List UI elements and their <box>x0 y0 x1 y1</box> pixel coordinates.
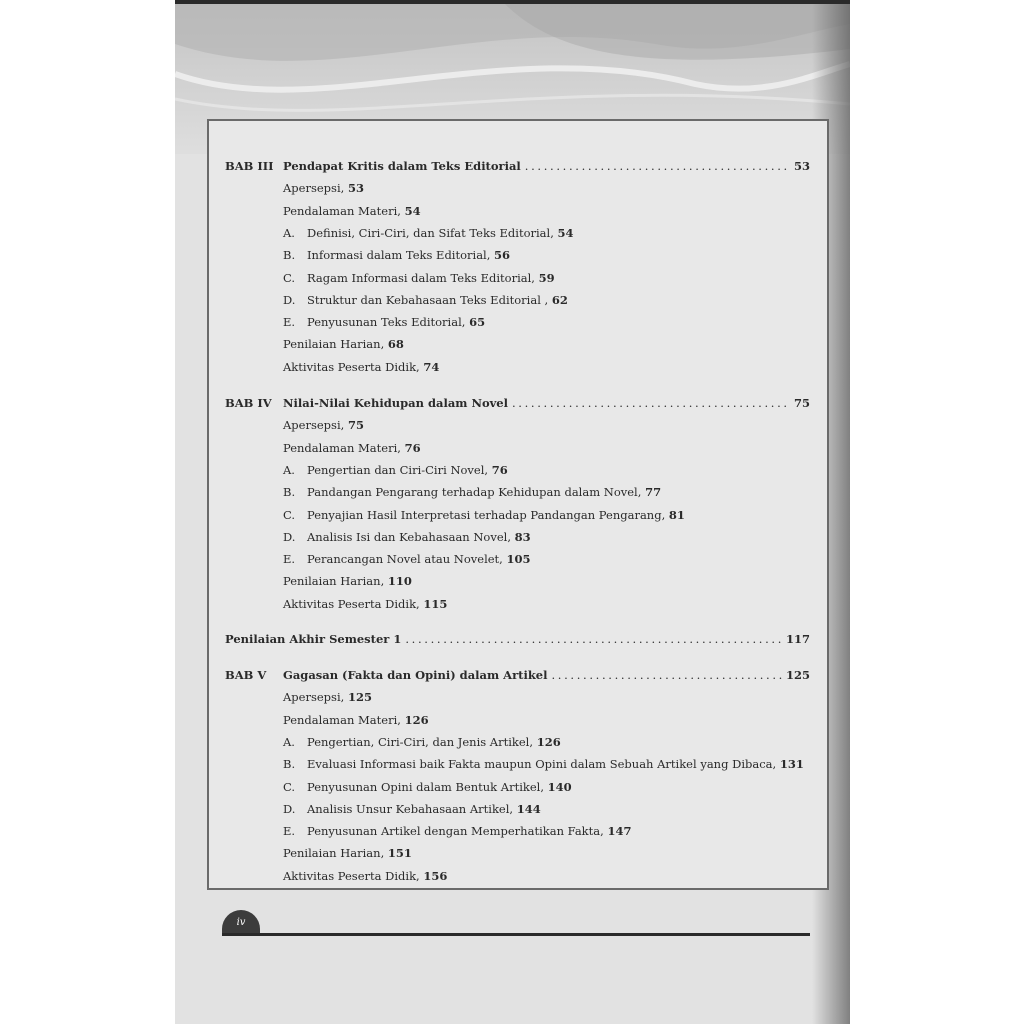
chapter-title-text: Gagasan (Fakta dan Opini) dalam Artikel <box>283 668 548 682</box>
entry-letter: E. <box>283 552 296 567</box>
entry-letter: A. <box>283 462 295 477</box>
dot-leader <box>512 396 790 410</box>
entry-letter: B. <box>283 248 296 263</box>
chapter-title-row <box>283 668 810 682</box>
entry-page-number: 151 <box>387 846 412 861</box>
chapter-title-text: Nilai-Nilai Kehidupan dalam Novel <box>283 396 508 410</box>
entry-text: Evaluasi Informasi baik Fakta maupun Opini dalam Sebuah Artikel yang Dibaca, <box>307 757 777 772</box>
entry-page-number: 75 <box>347 418 364 433</box>
entry-page-number: 147 <box>607 824 632 839</box>
entry-page-number: 125 <box>347 690 372 705</box>
entry-text: Analisis Isi dan Kebahasaan Novel, <box>307 529 511 544</box>
entry-page-number: 56 <box>494 248 511 263</box>
entry-letter: B. <box>283 485 296 500</box>
toc-entry <box>283 690 372 704</box>
entry-page-number: 76 <box>404 440 421 455</box>
entry-letter: E. <box>283 824 296 839</box>
chapter-label: BAB IV <box>225 396 272 410</box>
entry-text: Pengertian dan Ciri-Ciri Novel, <box>307 462 489 477</box>
entry-text: Apersepsi, <box>283 181 345 196</box>
entry-page-number: 81 <box>668 507 685 522</box>
entry-page-number: 115 <box>423 596 448 611</box>
entry-letter: B. <box>283 757 296 772</box>
chapter-label: BAB III <box>225 159 274 173</box>
semester-title: Penilaian Akhir Semester 1 <box>225 632 402 646</box>
entry-page-number: 77 <box>645 485 662 500</box>
entry-page-number: 76 <box>491 462 508 477</box>
entry-page-number: 105 <box>506 552 531 567</box>
toc-entry <box>283 780 572 794</box>
entry-text: Perancangan Novel atau Novelet, <box>307 552 503 567</box>
toc-entry <box>283 181 364 195</box>
chapter-label: BAB V <box>225 668 267 682</box>
entry-text: Penyajian Hasil Interpretasi terhadap Pandangan Pengarang, <box>307 507 666 522</box>
entry-page-number: 62 <box>551 292 568 307</box>
entry-letter: A. <box>283 734 295 749</box>
chapter-page-number: 53 <box>793 159 810 173</box>
entry-text: Aktivitas Peserta Didik, <box>283 596 420 611</box>
entry-page-number: 65 <box>469 315 486 330</box>
entry-page-number: 83 <box>514 529 531 544</box>
chapter-page-number: 75 <box>793 396 810 410</box>
entry-text: Penilaian Harian, <box>283 337 385 352</box>
entry-page-number: 68 <box>387 337 404 352</box>
toc-entry <box>283 869 447 883</box>
entry-page-number: 54 <box>404 203 421 218</box>
toc-entry <box>283 597 447 611</box>
entry-text: Aktivitas Peserta Didik, <box>283 359 420 374</box>
dot-leader <box>525 159 790 173</box>
toc-entry <box>283 271 555 285</box>
toc-entry <box>283 802 541 816</box>
dot-leader <box>405 632 782 646</box>
toc-entry <box>283 441 421 455</box>
entry-text: Analisis Unsur Kebahasaan Artikel, <box>307 801 514 816</box>
entry-text: Definisi, Ciri-Ciri, dan Sifat Teks Editorial, <box>307 225 554 240</box>
entry-text: Pendalaman Materi, <box>283 440 401 455</box>
entry-text: Aktivitas Peserta Didik, <box>283 868 420 883</box>
toc-entry <box>283 508 685 522</box>
entry-text: Penyusunan Teks Editorial, <box>307 315 466 330</box>
toc-entry <box>283 315 485 329</box>
entry-page-number: 140 <box>547 779 572 794</box>
toc-entry <box>283 293 568 307</box>
entry-text: Pendalaman Materi, <box>283 203 401 218</box>
entry-page-number: 126 <box>536 734 561 749</box>
entry-page-number: 126 <box>404 712 429 727</box>
semester-row <box>225 632 810 646</box>
entry-page-number: 144 <box>516 801 541 816</box>
entry-letter: C. <box>283 779 296 794</box>
toc-entry <box>283 846 412 860</box>
toc-entry <box>283 735 561 749</box>
chapter-title-text: Pendapat Kritis dalam Teks Editorial <box>283 159 521 173</box>
toc-entry <box>283 757 804 771</box>
entry-text: Apersepsi, <box>283 690 345 705</box>
dot-leader <box>551 668 782 682</box>
entry-page-number: 59 <box>538 270 555 285</box>
entry-page-number: 156 <box>423 868 448 883</box>
entry-text: Penilaian Harian, <box>283 846 385 861</box>
toc-entry <box>283 248 510 262</box>
entry-text: Pengertian, Ciri-Ciri, dan Jenis Artikel, <box>307 734 534 749</box>
chapter-title-row <box>283 159 810 173</box>
toc-entry <box>283 824 631 838</box>
entry-letter: D. <box>283 292 296 307</box>
toc-entry <box>283 360 439 374</box>
footer-rule <box>222 933 810 936</box>
entry-page-number: 53 <box>347 181 364 196</box>
entry-letter: D. <box>283 801 296 816</box>
toc-entry <box>283 713 429 727</box>
chapter-title-row <box>283 396 810 410</box>
entry-page-number: 110 <box>387 574 412 589</box>
entry-letter: C. <box>283 270 296 285</box>
entry-text: Apersepsi, <box>283 418 345 433</box>
toc-entry <box>283 574 412 588</box>
entry-page-number: 74 <box>423 359 440 374</box>
entry-page-number: 131 <box>779 757 804 772</box>
toc-entry <box>283 418 364 432</box>
entry-text: Penilaian Harian, <box>283 574 385 589</box>
chapter-page-number: 125 <box>785 668 810 682</box>
toc-entry <box>283 463 508 477</box>
entry-letter: D. <box>283 529 296 544</box>
entry-text: Informasi dalam Teks Editorial, <box>307 248 491 263</box>
semester-page-number: 117 <box>785 632 810 646</box>
toc-entry <box>283 337 404 351</box>
toc-entry <box>283 485 661 499</box>
toc-entry <box>283 530 531 544</box>
entry-text: Struktur dan Kebahasaan Teks Editorial , <box>307 292 549 307</box>
toc-entry <box>283 226 574 240</box>
entry-letter: A. <box>283 225 295 240</box>
entry-text: Pendalaman Materi, <box>283 712 401 727</box>
entry-page-number: 54 <box>557 225 574 240</box>
toc-entry <box>283 552 531 566</box>
entry-text: Pandangan Pengarang terhadap Kehidupan dalam Novel, <box>307 485 642 500</box>
entry-text: Penyusunan Opini dalam Bentuk Artikel, <box>307 779 545 794</box>
entry-text: Ragam Informasi dalam Teks Editorial, <box>307 270 535 285</box>
entry-letter: E. <box>283 315 296 330</box>
toc-entry <box>283 204 421 218</box>
entry-letter: C. <box>283 507 296 522</box>
entry-text: Penyusunan Artikel dengan Memperhatikan Fakta, <box>307 824 604 839</box>
page-number: iv <box>236 917 246 928</box>
